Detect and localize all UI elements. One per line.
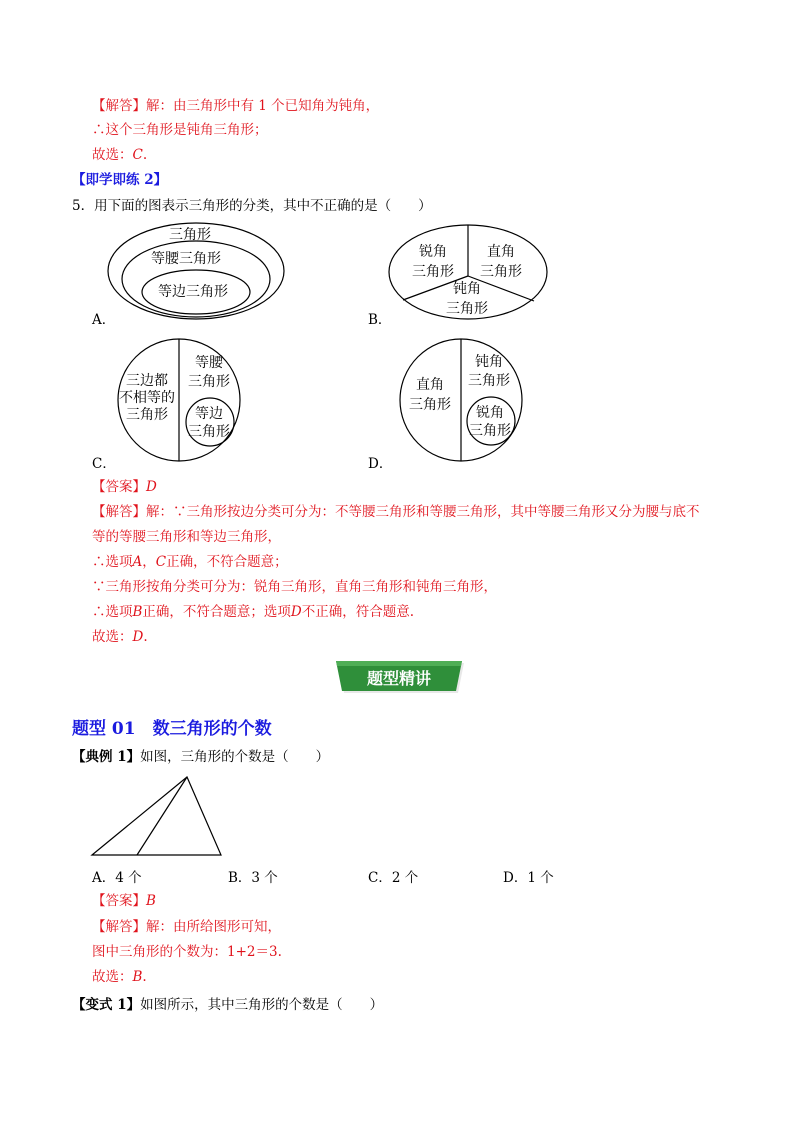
label-line: 直角 — [487, 244, 515, 260]
choice-letter: D — [290, 604, 302, 620]
section-title: 题型 01 数三角形的个数 — [72, 719, 272, 739]
q5-solution-line6 — [92, 628, 148, 646]
q5-solution-line3 — [92, 553, 288, 571]
q5-solution-line1 — [92, 503, 700, 521]
answer-letter: D — [146, 479, 157, 495]
choice-letter: C — [155, 554, 167, 570]
solution-tag: 【解答】 — [92, 504, 146, 520]
text: ， — [142, 554, 156, 570]
text: 正确，不符合题意；选项 — [142, 604, 291, 620]
variant-tag: 【变式 1】 — [72, 997, 141, 1013]
diagram-a-outer-label: 三角形 — [169, 227, 211, 243]
diagram-a-middle-label: 等腰三角形 — [151, 251, 221, 267]
period: . — [142, 147, 148, 163]
q5-solution-line2: 等的等腰三角形和等边三角形， — [92, 529, 281, 545]
label-line: 等腰 — [195, 355, 223, 371]
solution-text: 解：由三角形中有 1 个已知角为钝角， — [146, 98, 380, 114]
practice-heading: 【即学即练 2】 — [72, 172, 168, 188]
diagram-b-acute-label — [412, 242, 454, 282]
q5-stem: 5．用下面的图表示三角形的分类，其中不正确的是（ ） — [72, 198, 432, 214]
inner-segment — [137, 777, 187, 855]
banner-label: 题型精讲 — [366, 669, 431, 688]
choice-letter: A — [132, 554, 143, 570]
label-line: 钝角 — [453, 281, 481, 297]
option-b-label: B． — [368, 312, 392, 328]
label-line: 锐角 — [476, 405, 504, 421]
ex1-solution-line1 — [92, 918, 281, 936]
label-line: 直角 — [416, 377, 444, 393]
q5-solution-line5 — [92, 603, 414, 621]
ex1-option-b: B．3 个 — [228, 870, 278, 886]
section-banner — [334, 660, 470, 696]
label-line: 三角形 — [409, 397, 451, 413]
ex1-stem — [72, 748, 329, 766]
option-d-label: D． — [368, 456, 393, 472]
label-line: 等边 — [195, 406, 223, 422]
ex1-solution-line2: 图中三角形的个数为：1+2＝3. — [92, 944, 282, 960]
big-triangle — [92, 777, 221, 855]
choice-letter: B — [132, 604, 143, 620]
solution-tag: 【解答】 — [92, 98, 146, 114]
solution-text: 解：∵三角形按边分类可分为：不等腰三角形和等腰三角形，其中等腰三角形又分为腰与底不 — [146, 504, 700, 520]
ex1-answer — [92, 892, 156, 910]
choice-letter: C — [132, 147, 143, 163]
text: . — [142, 969, 147, 985]
diagram-a-inner-label: 等边三角形 — [158, 284, 228, 300]
label-line: 钝角 — [475, 354, 503, 370]
label-line: 三角形 — [446, 301, 488, 317]
ex1-option-a: A．4 个 — [92, 870, 142, 886]
variant-text: 如图所示，其中三角形的个数是（ ） — [140, 997, 384, 1013]
label-line: 三角形 — [188, 424, 230, 440]
text: ∴选项 — [92, 554, 133, 570]
choose-label: 故选： — [92, 147, 133, 163]
diagram-d-obtuse-label — [468, 353, 510, 391]
q5-answer — [92, 478, 157, 496]
text: 故选： — [92, 629, 133, 645]
label-line: 三角形 — [188, 374, 230, 390]
ex1-option-d: D．1 个 — [503, 870, 554, 886]
var1-stem — [72, 996, 383, 1014]
label-line: 三角形 — [412, 264, 454, 280]
label-line: 三角形 — [468, 373, 510, 389]
text: . — [143, 629, 148, 645]
label-line: 三角形 — [126, 407, 168, 423]
label-line: 不相等的 — [119, 390, 175, 406]
example-text: 如图，三角形的个数是（ ） — [140, 749, 330, 765]
q5-solution-line4: ∵三角形按角分类可分为：锐角三角形，直角三角形和钝角三角形， — [92, 579, 497, 595]
diagram-d-acute-label — [469, 404, 511, 440]
label-line: 锐角 — [419, 244, 447, 260]
solution-tag: 【解答】 — [92, 919, 146, 935]
label-line: 三角形 — [480, 264, 522, 280]
prev-solution-line1 — [92, 97, 379, 115]
diagram-d-right-label — [409, 375, 451, 415]
label-line: 三角形 — [469, 423, 511, 439]
answer-letter: B — [146, 893, 156, 909]
answer-tag: 【答案】 — [92, 893, 146, 909]
diagram-b-right-label — [480, 242, 522, 282]
prev-solution-line2: ∴这个三角形是钝角三角形； — [92, 122, 268, 138]
prev-solution-line3 — [92, 146, 147, 164]
choice-letter: B — [132, 969, 143, 985]
diagram-c-isosceles-label — [188, 354, 230, 392]
text: ∴选项 — [92, 604, 133, 620]
diagram-c-equilateral-label — [188, 405, 230, 441]
example-tag: 【典例 1】 — [72, 749, 141, 765]
diagram-b-obtuse-label — [446, 279, 488, 319]
option-a-label: A． — [92, 312, 116, 328]
ex1-figure — [90, 775, 225, 859]
answer-tag: 【答案】 — [92, 479, 146, 495]
ex1-option-c: C．2 个 — [368, 870, 419, 886]
ex1-solution-line3 — [92, 968, 147, 986]
solution-text: 解：由所给图形可知， — [146, 919, 281, 935]
label-line: 三边都 — [126, 373, 168, 389]
text: 故选： — [92, 969, 133, 985]
diagram-c-scalene-label — [119, 373, 175, 424]
choice-letter: D — [132, 629, 144, 645]
text: 不正确，符合题意. — [301, 604, 415, 620]
text: 正确，不符合题意； — [166, 554, 288, 570]
option-c-label: C． — [92, 456, 116, 472]
